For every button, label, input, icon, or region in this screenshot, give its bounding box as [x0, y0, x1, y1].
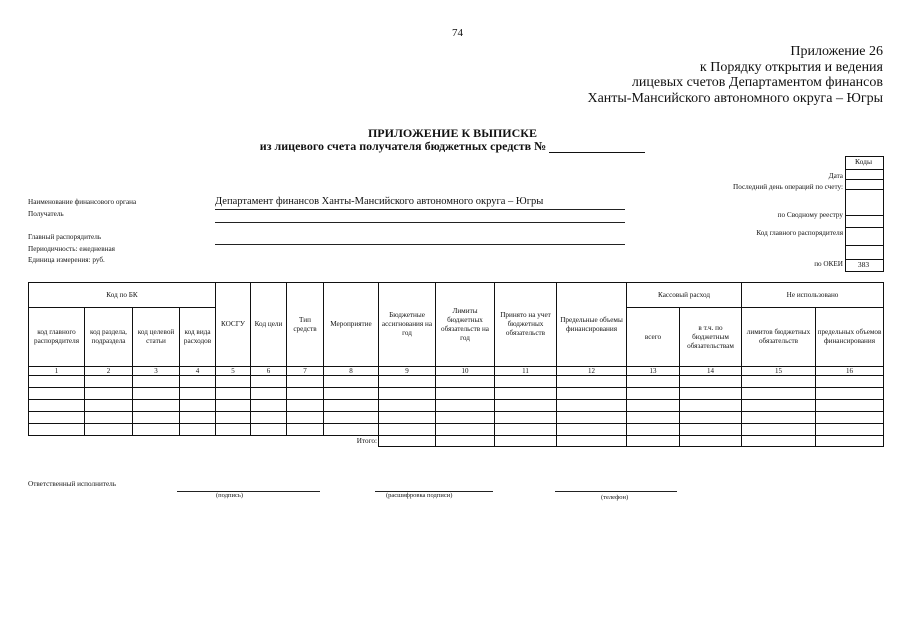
statement-table: [28, 282, 884, 447]
transcript-caption: (расшифровка подписи): [386, 492, 453, 499]
table-row: [29, 400, 884, 412]
col-number: 15: [742, 367, 816, 376]
col-number: 5: [216, 367, 251, 376]
appendix-line-1: Приложение 26: [790, 44, 883, 59]
appendix-header: [587, 44, 883, 106]
last-day-label: Последний день операций по счету:: [733, 183, 843, 191]
account-number-blank: [549, 142, 645, 153]
appendix-line-3: лицевых счетов Департаментом финансов: [631, 75, 883, 90]
col-number: 11: [495, 367, 557, 376]
date-label: Дата: [828, 172, 843, 180]
table-row: [29, 412, 884, 424]
col-cash-incl-budget: в т.ч. по бюджетным обязательствам: [680, 308, 742, 367]
document-title: [0, 127, 905, 153]
col-number: 3: [133, 367, 180, 376]
col-number: 8: [324, 367, 379, 376]
executor-label: Ответственный исполнитель: [28, 480, 116, 488]
table-row: [29, 424, 884, 436]
main-manager-code-label: Код главного распорядителя: [756, 229, 843, 237]
recipient-label: Получатель: [28, 210, 64, 218]
col-number: 2: [85, 367, 133, 376]
fin-org-value: Департамент финансов Ханты-Мансийского автономного округа – Югры: [215, 196, 544, 207]
okei-value: 383: [857, 260, 870, 269]
table-row: [29, 388, 884, 400]
col-number: 7: [287, 367, 324, 376]
recipient-underline: [215, 222, 625, 223]
signature-line: [177, 491, 320, 492]
phone-line: [555, 491, 677, 492]
fin-org-underline: [215, 209, 625, 210]
col-max-volumes: Предельные объемы финансирования: [557, 283, 627, 367]
page-number: 74: [452, 27, 463, 39]
itogo-label: Итого:: [29, 436, 379, 447]
col-kosgu: КОСГУ: [216, 283, 251, 367]
col-section: код раздела, подраздела: [85, 308, 133, 367]
col-kod-celi: Код цели: [251, 283, 287, 367]
itogo-row: [29, 436, 884, 447]
col-unused-max-fin: предельных объемов финансирования: [816, 308, 884, 367]
col-number: 4: [180, 367, 216, 376]
main-manager-label: Главный распорядитель: [28, 233, 102, 241]
col-number: 6: [251, 367, 287, 376]
codes-header: Коды: [854, 157, 873, 166]
col-expense-type: код вида расходов: [180, 308, 216, 367]
col-number: 14: [680, 367, 742, 376]
appendix-line-4: Ханты-Мансийского автономного округа – Югры: [587, 90, 883, 106]
col-limits: Лимиты бюджетных обязательств на год: [436, 283, 495, 367]
codes-box: [845, 156, 884, 272]
phone-caption: (телефон): [601, 494, 629, 501]
appendix-line-2: к Порядку открытия и ведения: [699, 59, 883, 75]
title-line-1: ПРИЛОЖЕНИЕ К ВЫПИСКЕ: [367, 126, 538, 140]
periodicity-label: Периодичность: ежедневная: [28, 245, 115, 253]
table-row: [29, 376, 884, 388]
unit-label: Единица измерения: руб.: [28, 256, 105, 264]
col-kod-bk: Код по БК: [29, 283, 216, 308]
col-number: 13: [627, 367, 680, 376]
col-cash-total: всего: [627, 308, 680, 367]
col-tip-sredstv: Тип средств: [287, 283, 324, 367]
col-meropriyatie: Мероприятие: [324, 283, 379, 367]
col-target: код целевой статьи: [133, 308, 180, 367]
signature-caption: (подпись): [216, 492, 243, 499]
consolidated-registry-label: по Сводному реестру: [777, 211, 843, 219]
col-number: 16: [816, 367, 884, 376]
okei-label: по ОКЕИ: [814, 260, 843, 268]
col-number: 10: [436, 367, 495, 376]
col-unused-limits: лимитов бюджетных обязательств: [742, 308, 816, 367]
col-number: 12: [557, 367, 627, 376]
col-not-used: Не использовано: [742, 283, 884, 308]
main-manager-underline: [215, 244, 625, 245]
title-line-2: из лицевого счета получателя бюджетных средств №: [259, 139, 547, 153]
fin-org-label: Наименование финансового органа: [28, 198, 137, 206]
col-main-manager: код главного распорядителя: [29, 308, 85, 367]
col-cash: Кассовый расход: [627, 283, 742, 308]
col-number: 1: [29, 367, 85, 376]
col-accepted: Принято на учет бюджетных обязательств: [495, 283, 557, 367]
col-number: 9: [379, 367, 436, 376]
col-budget-alloc: Бюджетные ассигнования на год: [379, 283, 436, 367]
